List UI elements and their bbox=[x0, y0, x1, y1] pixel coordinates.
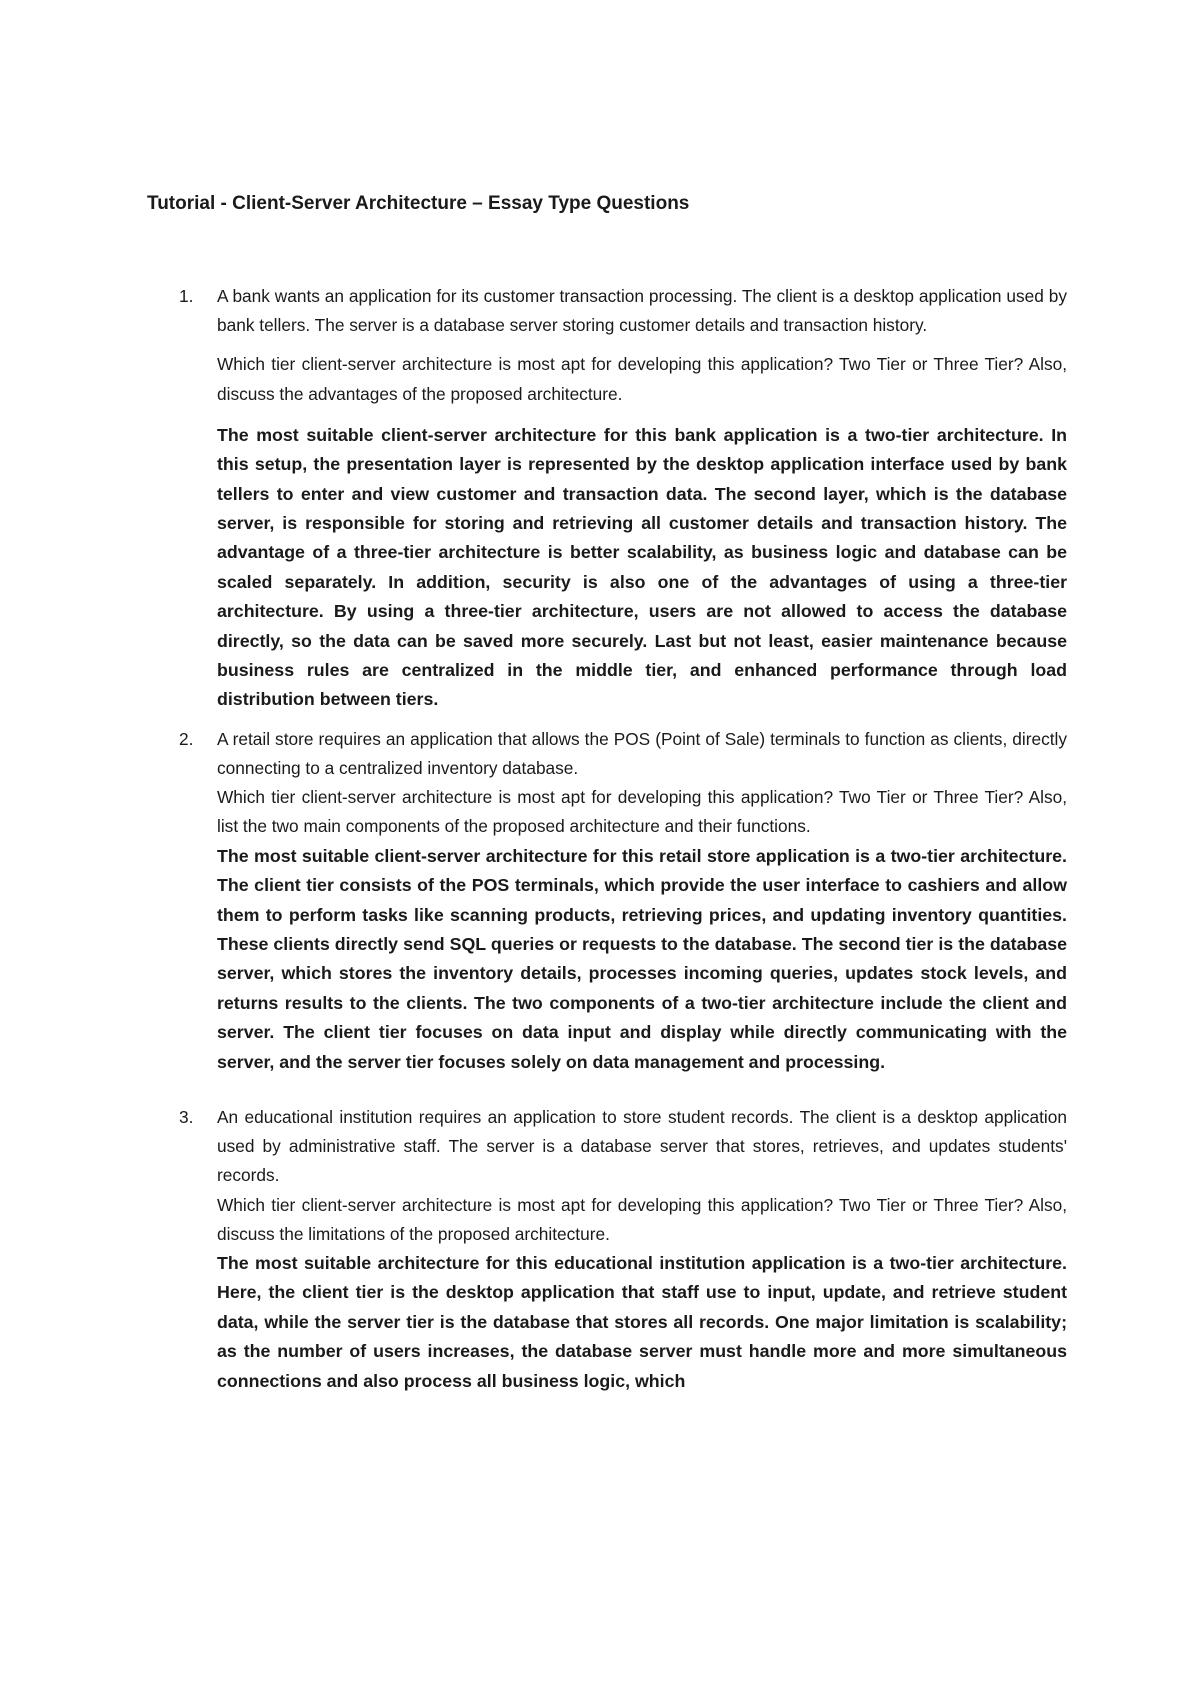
question-prompt: Which tier client-server architecture is most apt for developing this application? Two Tier or Three Tier? Also, discuss the advantages of the proposed architecture. bbox=[217, 354, 1067, 404]
answer-text: The most suitable architecture for this educational institution application is a two-tier architecture. Here, the client tier is the desktop application that staff use to input, update, and retrieve student data, while the server tier is the database that stores all records. One major limitation is scalability; as the number of users increases, the database server must handle more and more simultaneous connections and also process all business logic, which bbox=[217, 1252, 1067, 1391]
question-item-2 bbox=[147, 725, 1067, 1077]
question-prompt: Which tier client-server architecture is most apt for developing this application? Two Tier or Three Tier? Also, list the two main components of the proposed architecture and their functions. bbox=[217, 787, 1067, 837]
question-text: A bank wants an application for its customer transaction processing. The client is a desktop application used by bank tellers. The server is a database server storing customer details and transaction history. bbox=[217, 286, 1067, 336]
question-text: An educational institution requires an application to store student records. The client is a desktop application used by administrative staff. The server is a database server that stores, retrieves, and updates students' records. bbox=[217, 1106, 1067, 1186]
question-number: 2. bbox=[179, 728, 194, 749]
answer-text: The most suitable client-server architecture for this bank application is a two-tier architecture. In this setup, the presentation layer is represented by the desktop application interface used by bank tellers to enter and view customer and transaction data. The second layer, which is the database server, is responsible for storing and retrieving all customer details and transaction history. The advantage of a three-tier architecture is better scalability, as business logic and database can be scaled separately. In addition, security is also one of the advantages of using a three-tier architecture. By using a three-tier architecture, users are not allowed to access the database directly, so the data can be saved more securely. Last but not least, easier maintenance because business rules are centralized in the middle tier, and enhanced performance through load distribution between tiers. bbox=[217, 424, 1067, 710]
question-number: 1. bbox=[179, 286, 194, 306]
question-item-1 bbox=[147, 282, 1067, 715]
question-number: 3. bbox=[179, 1106, 194, 1127]
answer-text: The most suitable client-server architecture for this retail store application is a two-tier architecture. The client tier consists of the POS terminals, which provide the user interface to cashiers and allow them to perform tasks like scanning products, retrieving prices, and updating inventory quantities. These clients directly send SQL queries or requests to the database. The second tier is the database server, which stores the inventory details, processes incoming queries, updates stock levels, and returns results to the clients. The two components of a two-tier architecture include the client and server. The client tier focuses on data input and display while directly communicating with the server, and the server tier focuses solely on data management and processing. bbox=[217, 845, 1067, 1072]
question-text: A retail store requires an application that allows the POS (Point of Sale) terminals to function as clients, directly connecting to a centralized inventory database. bbox=[217, 728, 1067, 779]
document-title: Tutorial - Client-Server Architecture – Essay Type Questions bbox=[147, 193, 690, 214]
question-list bbox=[147, 282, 1067, 1396]
question-prompt: Which tier client-server architecture is most apt for developing this application? Two Tier or Three Tier? Also, discuss the limitations of the proposed architecture. bbox=[217, 1194, 1067, 1244]
question-item-3 bbox=[147, 1103, 1067, 1396]
